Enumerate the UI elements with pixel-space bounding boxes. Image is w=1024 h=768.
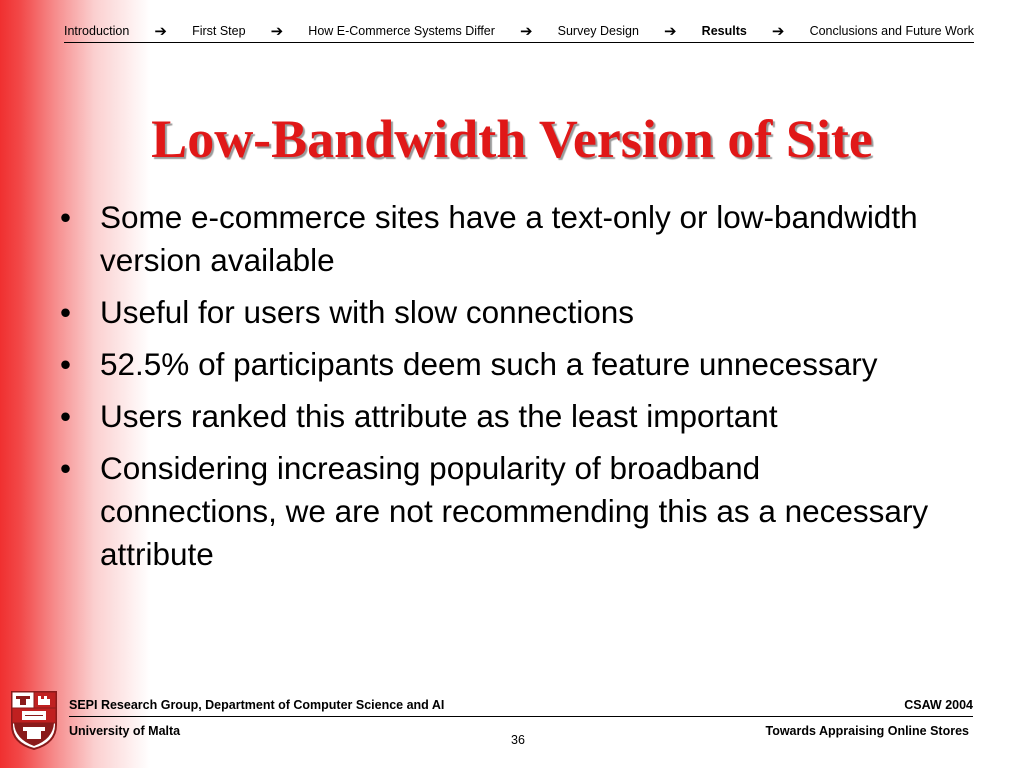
bullet-item (60, 395, 940, 438)
bullet-item (60, 196, 940, 282)
bullet-icon: • (60, 450, 72, 486)
footer-conference: CSAW 2004 (904, 698, 973, 712)
bullet-icon: • (60, 398, 72, 434)
footer-top-row (69, 698, 973, 712)
nav-item-survey-design[interactable]: Survey Design (557, 24, 639, 38)
bullet-text: Some e-commerce sites have a text-only or low-bandwidth version available (100, 199, 918, 278)
right-arrow-icon: ➔ (154, 21, 167, 40)
university-crest-logo (9, 689, 59, 751)
right-arrow-icon: ➔ (519, 21, 533, 40)
bullet-text: Useful for users with slow connections (100, 294, 634, 330)
header-divider (64, 42, 974, 43)
nav-item-results[interactable]: Results (701, 24, 747, 38)
slide-title: Low-Bandwidth Version of Site (151, 109, 873, 169)
right-arrow-icon: ➔ (664, 21, 677, 40)
bullet-text: Users ranked this attribute as the least important (100, 398, 778, 434)
bullet-item (60, 343, 940, 386)
footer-talk-title: Towards Appraising Online Stores (765, 724, 969, 738)
bullet-item (60, 447, 940, 576)
bullet-icon: • (60, 346, 72, 382)
bullet-list (60, 196, 940, 585)
nav-item-how-systems-differ[interactable]: How E-Commerce Systems Differ (308, 24, 495, 38)
footer-group-name: SEPI Research Group, Department of Computer Science and AI (69, 698, 445, 712)
nav-item-first-step[interactable]: First Step (192, 24, 246, 38)
page-number: 36 (511, 733, 525, 747)
nav-item-introduction[interactable]: Introduction (64, 24, 130, 38)
bullet-text: 52.5% of participants deem such a feature unnecessary (100, 346, 878, 382)
bullet-text: Considering increasing popularity of broadband connections, we are not recommending this as a necessary attribute (100, 450, 929, 572)
bullet-icon: • (60, 294, 72, 330)
footer-university: University of Malta (69, 724, 181, 738)
bullet-icon: • (60, 199, 72, 235)
right-arrow-icon: ➔ (771, 21, 785, 40)
nav-item-conclusions[interactable]: Conclusions and Future Work (809, 24, 974, 38)
right-arrow-icon: ➔ (270, 21, 284, 40)
footer-divider (69, 716, 973, 717)
breadcrumb (64, 21, 974, 41)
bullet-item (60, 291, 940, 334)
